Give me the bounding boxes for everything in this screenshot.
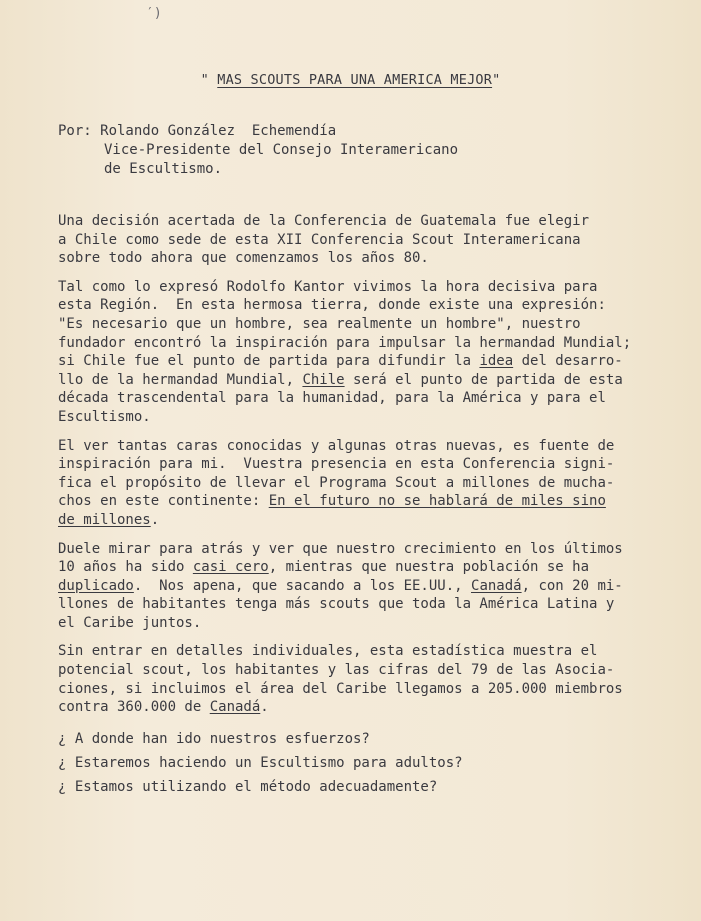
question-2: ¿ Estaremos haciendo un Escultismo para adultos? bbox=[58, 754, 463, 771]
underlined-word: duplicado bbox=[58, 577, 134, 594]
paragraph-line: fica el propósito de llevar el Programa Scout a millones de mucha- bbox=[58, 474, 615, 491]
paragraph-line: potencial scout, los habitantes y las cifras del 79 de las Asocia- bbox=[58, 662, 615, 679]
underlined-word: idea bbox=[479, 353, 514, 370]
paragraph-line bbox=[58, 371, 670, 390]
paragraph-line: llones de habitantes tenga más scouts que toda la América Latina y bbox=[58, 596, 615, 613]
paragraph-line: Una decisión acertada de la Conferencia de Guatemala fue elegir bbox=[58, 213, 590, 229]
underlined-word: Canadá bbox=[209, 699, 261, 716]
title-close-quote: " bbox=[492, 72, 501, 88]
text-segment: contra 360.000 de bbox=[58, 699, 210, 716]
text-segment: , con 20 mi- bbox=[521, 577, 623, 594]
paragraph-line: fundador encontró la inspiración para impulsar la hermandad Mundial; bbox=[58, 334, 632, 351]
text-segment: será el punto de partida de esta bbox=[344, 371, 623, 388]
document-body bbox=[58, 212, 670, 807]
text-segment: 10 años ha sido bbox=[58, 559, 193, 576]
paragraph-4 bbox=[58, 540, 670, 633]
author-line-3: de Escultismo. bbox=[104, 161, 223, 177]
question-1: ¿ A donde han ido nuestros esfuerzos? bbox=[58, 730, 370, 747]
paragraph-line bbox=[58, 698, 670, 717]
paragraph-line: esta Región. En esta hermosa tierra, donde existe una expresión: bbox=[58, 297, 606, 314]
text-segment: . bbox=[150, 511, 160, 528]
paragraph-line: Duele mirar para atrás y ver que nuestro crecimiento en los últimos bbox=[58, 540, 623, 557]
paragraph-line bbox=[58, 511, 670, 530]
text-segment: . bbox=[260, 699, 269, 716]
paragraph-line: sobre todo ahora que comenzamos los años 80. bbox=[58, 250, 429, 267]
paragraph-line: década trascendental para la humanidad, para la América y para el bbox=[58, 390, 606, 407]
title-text: MAS SCOUTS PARA UNA AMERICA MEJOR bbox=[217, 72, 493, 88]
paragraph-line: el Caribe juntos. bbox=[58, 614, 202, 631]
text-segment: chos en este continente: bbox=[58, 493, 269, 510]
title-open-quote: " bbox=[200, 72, 209, 88]
paragraph-line bbox=[58, 577, 670, 596]
paragraph-1 bbox=[58, 212, 670, 268]
paragraph-3 bbox=[58, 437, 670, 530]
underlined-word: Canadá bbox=[471, 577, 522, 594]
paragraph-line: Sin entrar en detalles individuales, esta estadística muestra el bbox=[58, 643, 598, 660]
paragraph-line: El ver tantas caras conocidas y algunas otras nuevas, es fuente de bbox=[58, 437, 615, 454]
text-segment: . Nos apena, que sacando a los EE.UU., bbox=[133, 577, 472, 594]
paragraph-line: "Es necesario que un hombre, sea realmente un hombre", nuestro bbox=[58, 315, 581, 332]
paragraph-line: a Chile como sede de esta XII Conferencia Scout Interamericana bbox=[58, 231, 581, 248]
text-segment: si Chile fue el punto de partida para difundir la bbox=[58, 353, 480, 370]
document-title bbox=[0, 72, 701, 88]
paragraph-line: inspiración para mi. Vuestra presencia en esta Conferencia signi- bbox=[58, 456, 615, 473]
author-line-1: Por: Rolando González Echemendía bbox=[58, 123, 337, 139]
text-segment: , mientras que nuestra población se ha bbox=[268, 559, 590, 576]
text-segment: del desarro- bbox=[513, 353, 623, 370]
paragraph-line: Tal como lo expresó Rodolfo Kantor vivimos la hora decisiva para bbox=[58, 278, 598, 295]
paragraph-line bbox=[58, 352, 670, 371]
question-3: ¿ Estamos utilizando el método adecuadamente? bbox=[58, 778, 438, 795]
underlined-word: casi cero bbox=[192, 559, 269, 576]
underlined-phrase: de millones bbox=[58, 511, 151, 528]
author-block bbox=[58, 122, 458, 179]
underlined-phrase: En el futuro no se hablará de miles sino bbox=[268, 493, 606, 510]
paragraph-line: ciones, si incluimos el área del Caribe llegamos a 205.000 miembros bbox=[58, 680, 623, 697]
questions-block bbox=[58, 727, 670, 799]
paragraph-line bbox=[58, 492, 670, 511]
paragraph-line: Escultismo. bbox=[58, 408, 151, 425]
author-line-2: Vice-Presidente del Consejo Interamericano bbox=[104, 142, 459, 158]
paragraph-2 bbox=[58, 278, 670, 427]
paragraph-line bbox=[58, 558, 670, 577]
text-segment: llo de la hermandad Mundial, bbox=[58, 371, 303, 388]
pen-mark: ′) bbox=[146, 6, 162, 21]
paragraph-5 bbox=[58, 642, 670, 716]
underlined-word: Chile bbox=[302, 371, 345, 388]
